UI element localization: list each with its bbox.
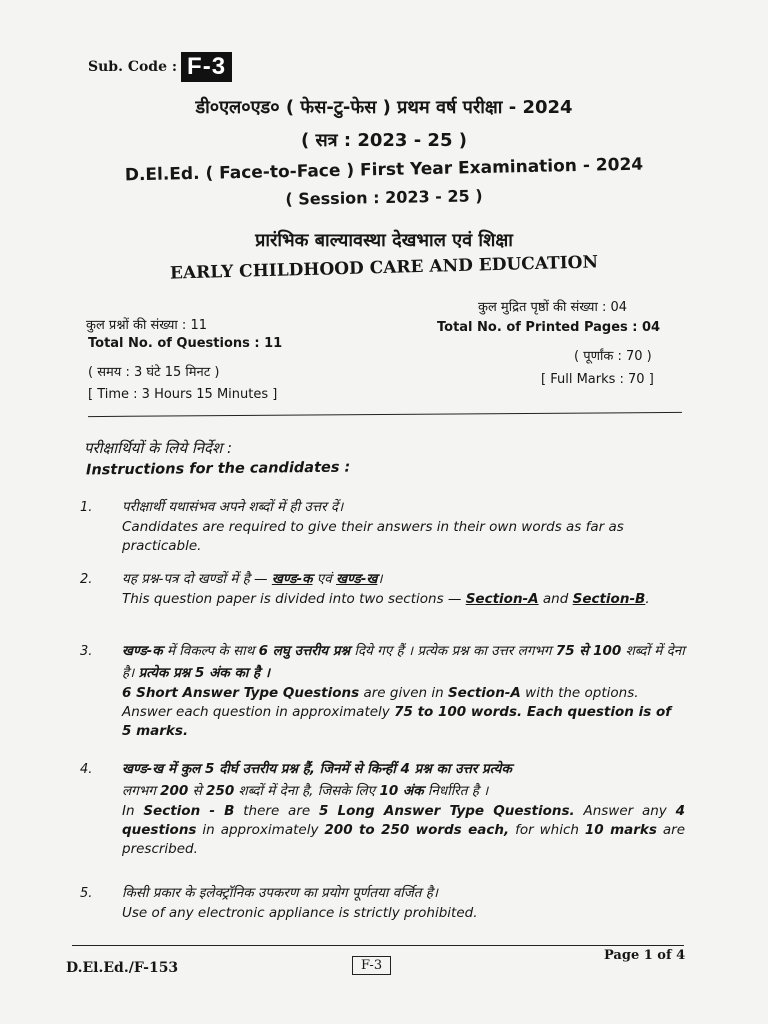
full-marks-english: [ Full Marks : 70 ] — [541, 372, 654, 387]
instruction-4-english: In Section - B there are 5 Long Answer Type Questions. Answer any 4 questions in approximately 200 to 250 words each, for which 10 marks are prescribed. — [122, 803, 686, 857]
instruction-item-2 — [80, 568, 685, 609]
instruction-4-hindi-line-2: लगभग 200 से 250 शब्दों में देना है, जिसके लिए 10 अंक निर्धारित है । — [122, 783, 489, 799]
instruction-item-5 — [80, 882, 685, 923]
instructions-heading-hindi: परीक्षार्थियों के लिये निर्देश : — [84, 439, 233, 457]
english-subject-title: EARLY CHILDHOOD CARE AND EDUCATION — [169, 252, 599, 284]
english-session: ( Session : 2023 - 25 ) — [285, 186, 483, 209]
hindi-subject-title: प्रारंभिक बाल्यावस्था देखभाल एवं शिक्षा — [255, 230, 513, 251]
instruction-item-4 — [80, 758, 685, 859]
instruction-5-english: Use of any electronic appliance is strictly prohibited. — [122, 905, 478, 921]
item-number: 3. — [80, 644, 93, 659]
sub-code — [88, 52, 232, 82]
instruction-2-hindi: यह प्रश्न-पत्र दो खण्डों में है — खण्ड-क एवं खण्ड-ख। — [122, 571, 383, 587]
instruction-3-hindi: खण्ड-क में विकल्प के साथ 6 लघु उत्तरीय प्रश्न दिये गए हैं । प्रत्येक प्रश्न का उत्तर लगभग 75 से 100 शब्दों में देना है। प्रत्येक प्रश्न 5 अंक का है । — [122, 643, 685, 681]
sub-code-value: F-3 — [181, 52, 232, 82]
item-number: 5. — [80, 886, 93, 901]
instruction-4-hindi-line-1: खण्ड-ख में कुल 5 दीर्घ उत्तरीय प्रश्न हैं, जिनमें से किन्हीं 4 प्रश्न का उत्तर प्रत्येक — [122, 761, 512, 777]
total-questions-hindi: कुल प्रश्नों की संख्या : 11 — [86, 318, 207, 333]
instruction-2-english: This question paper is divided into two sections — Section-A and Section-B. — [122, 591, 650, 607]
total-questions-english: Total No. of Questions : 11 — [88, 336, 283, 351]
instruction-3-english: 6 Short Answer Type Questions are given in Section-A with the options. Answer each question in approximately 75 to 100 words. Each question is of 5 marks. — [122, 685, 672, 739]
time-hindi: ( समय : 3 घंटे 15 मिनट ) — [88, 365, 220, 380]
header-divider — [88, 412, 682, 417]
instruction-item-1 — [80, 496, 685, 556]
item-number: 2. — [80, 572, 93, 587]
printed-pages-hindi: कुल मुद्रित पृष्ठों की संख्या : 04 — [478, 300, 628, 315]
instruction-5-hindi: किसी प्रकार के इलेक्ट्रॉनिक उपकरण का प्रयोग पूर्णतया वर्जित है। — [122, 885, 438, 901]
english-exam-title: D.El.Ed. ( Face-to-Face ) First Year Examination - 2024 — [124, 154, 644, 186]
hindi-session: ( सत्र : 2023 - 25 ) — [301, 130, 467, 151]
footer-sub-code: F-3 — [352, 956, 391, 975]
item-number: 4. — [80, 762, 93, 777]
instruction-1-hindi: परीक्षार्थी यथासंभव अपने शब्दों में ही उत्तर दें। — [122, 499, 344, 515]
item-number: 1. — [80, 500, 93, 515]
footer-page-number: Page 1 of 4 — [604, 948, 686, 963]
footer-divider — [72, 945, 684, 946]
time-english: [ Time : 3 Hours 15 Minutes ] — [88, 387, 278, 402]
footer-paper-code: D.El.Ed./F-153 — [66, 960, 179, 976]
instruction-item-3 — [80, 640, 685, 741]
instructions-heading-english: Instructions for the candidates : — [85, 459, 351, 479]
sub-code-label: Sub. Code : — [88, 59, 178, 75]
full-marks-hindi: ( पूर्णांक : 70 ) — [574, 349, 652, 364]
printed-pages-english: Total No. of Printed Pages : 04 — [437, 320, 661, 335]
hindi-exam-title: डी०एल०एड० ( फेस-टु-फेस ) प्रथम वर्ष परीक्षा - 2024 — [195, 97, 573, 118]
instruction-1-english: Candidates are required to give their answers in their own words as far as practicable. — [122, 519, 624, 554]
